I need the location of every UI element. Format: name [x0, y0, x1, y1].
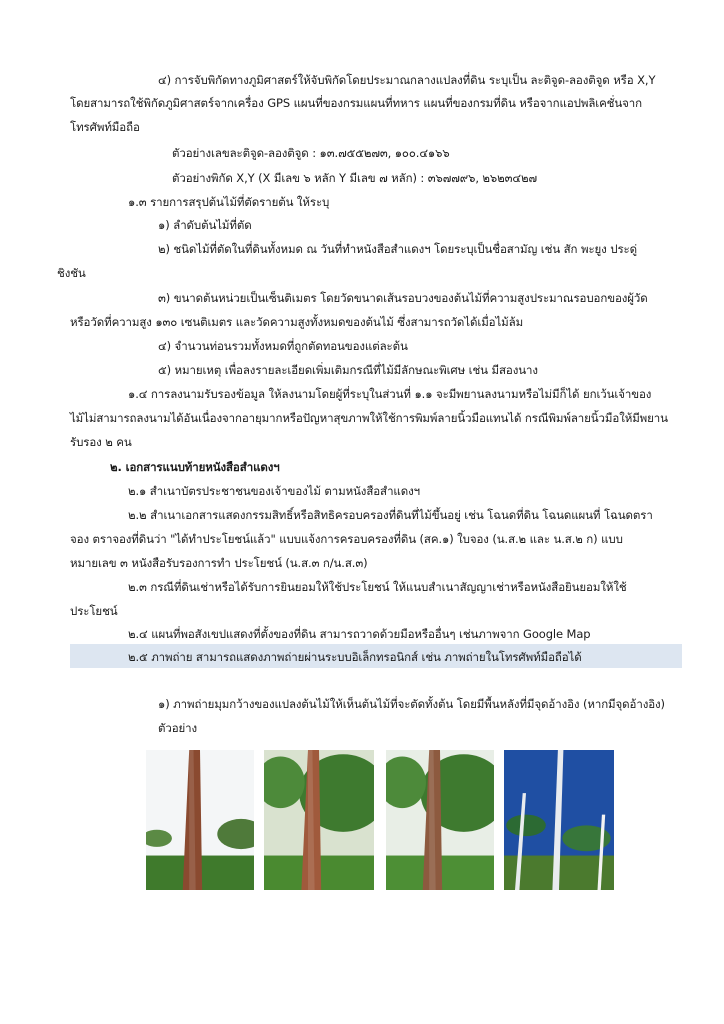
paragraph-line: ชิงชัน	[57, 266, 86, 280]
list-item: ๒.๑ สำเนาบัตรประชาชนของเจ้าของไม้ ตามหนังสือสำแดงฯ	[128, 484, 420, 498]
photo-image	[146, 750, 254, 890]
example-lat-long: ตัวอย่างเลขละติจูด-ลองติจูด : ๑๓.๗๕๕๒๗๓, ๑๐๐.๔๑๖๖	[172, 146, 450, 160]
list-item: ๑) ภาพถ่ายมุมกว้างของแปลงต้นไม้ให้เห็นต้นไม้ที่จะตัดทั้งต้น โดยมีพื้นหลังที่มีจุดอ้างอิง (หากมีจุดอ้างอิง)	[158, 697, 665, 711]
list-item: ๑) ลำดับต้นไม้ที่ตัด	[158, 218, 252, 232]
list-item: ๒.๓ กรณีที่ดินเช่าหรือได้รับการยินยอมให้ใช้ประโยชน์ ให้แนบสำเนาสัญญาเช่าหรือหนังสือยินยอมให้ใช้	[128, 580, 627, 594]
list-item: ๒.๒ สำเนาเอกสารแสดงกรรมสิทธิ์หรือสิทธิครอบครองที่ดินที่ไม้ขึ้นอยู่ เช่น โฉนดที่ดิน โฉนดแผนที่ โฉนดตรา	[128, 508, 653, 522]
example-photo-3	[386, 750, 494, 890]
example-photo-4	[504, 750, 614, 890]
paragraph-line: ตัวอย่าง	[158, 721, 198, 735]
section-heading-2: ๒. เอกสารแนบท้ายหนังสือสำแดงฯ	[110, 460, 280, 474]
list-item: ๕) หมายเหตุ เพื่อลงรายละเอียดเพิ่มเติมกรณีที่ไม้มีลักษณะพิเศษ เช่น มีสองนาง	[158, 363, 538, 377]
paragraph-line: ประโยชน์	[70, 604, 118, 618]
paragraph-line: โทรศัพท์มือถือ	[70, 120, 140, 134]
list-item: ๒.๔ แผนที่พอสังเขปแสดงที่ตั้งของที่ดิน สามารถวาดด้วยมือหรืออื่นๆ เช่นภาพจาก Google Map	[128, 627, 591, 641]
list-item: ๔) จำนวนท่อนรวมทั้งหมดที่ถูกตัดทอนของแต่ละต้น	[158, 339, 408, 353]
example-photo-2	[264, 750, 374, 890]
paragraph-line: ๔) การจับพิกัดทางภูมิศาสตร์ให้จับพิกัดโดยประมาณกลางแปลงที่ดิน ระบุเป็น ละติจูด-ลองติจูด หรือ X,Y	[158, 73, 656, 87]
paragraph-line: จอง ตราจองที่ดินว่า "ได้ทำประโยชน์แล้ว" แบบแจ้งการครอบครองที่ดิน (สค.๑) ใบจอง (น.ส.๒ และ น.ส.๒ ก) แบบ	[70, 532, 623, 546]
paragraph-line: ไม้ไม่สามารถลงนามได้อันเนื่องจากอายุมากหรือปัญหาสุขภาพให้ใช้การพิมพ์ลายนิ้วมือแทนได้ กรณีพิมพ์ลายนิ้วมือให้มีพยาน	[70, 411, 668, 425]
photo-image	[504, 750, 614, 890]
section-heading-1-4: ๑.๔ การลงนามรับรองข้อมูล ให้ลงนามโดยผู้ที่ระบุในส่วนที่ ๑.๑ จะมีพยานลงนามหรือไม่มีก็ได้ ยกเว้นเจ้าของ	[128, 387, 652, 401]
list-item: ๓) ขนาดต้นหน่วยเป็นเซ็นติเมตร โดยวัดขนาดเส้นรอบวงของต้นไม้ที่ความสูงประมาณรอบอกของผู้วัด	[158, 291, 648, 305]
example-xy: ตัวอย่างพิกัด X,Y (X มีเลข ๖ หลัก Y มีเลข ๗ หลัก) : ๓๖๗๗๙๖, ๒๖๒๓๔๒๗	[172, 171, 537, 185]
paragraph-line: หมายเลข ๓ หนังสือรับรองการทำ ประโยชน์ (น.ส.๓ ก/น.ส.๓)	[70, 556, 368, 570]
example-photo-1	[146, 750, 254, 890]
section-heading-1-3: ๑.๓ รายการสรุปต้นไม้ที่ตัดรายต้น ให้ระบุ	[128, 195, 330, 209]
photo-image	[386, 750, 494, 890]
paragraph-line: โดยสามารถใช้พิกัดภูมิศาสตร์จากเครื่อง GPS แผนที่ของกรมแผนที่ทหาร แผนที่ของกรมที่ดิน หรือจากแอปพลิเคชั่นจาก	[70, 96, 643, 110]
paragraph-line: รับรอง ๒ คน	[70, 435, 132, 449]
paragraph-line: หรือวัดที่ความสูง ๑๓๐ เซนติเมตร และวัดความสูงทั้งหมดของต้นไม้ ซึ่งสามารถวัดได้เมื่อไม้ล้ม	[70, 315, 524, 329]
photo-image	[264, 750, 374, 890]
list-item-highlighted: ๒.๕ ภาพถ่าย สามารถแสดงภาพถ่ายผ่านระบบอิเล็กทรอนิกส์ เช่น ภาพถ่ายในโทรศัพท์มือถือได้	[128, 650, 582, 664]
list-item: ๒) ชนิดไม้ที่ตัดในที่ดินทั้งหมด ณ วันที่ทำหนังสือสำแดงฯ โดยระบุเป็นชื่อสามัญ เช่น สัก พะยูง ประดู่	[158, 242, 637, 256]
